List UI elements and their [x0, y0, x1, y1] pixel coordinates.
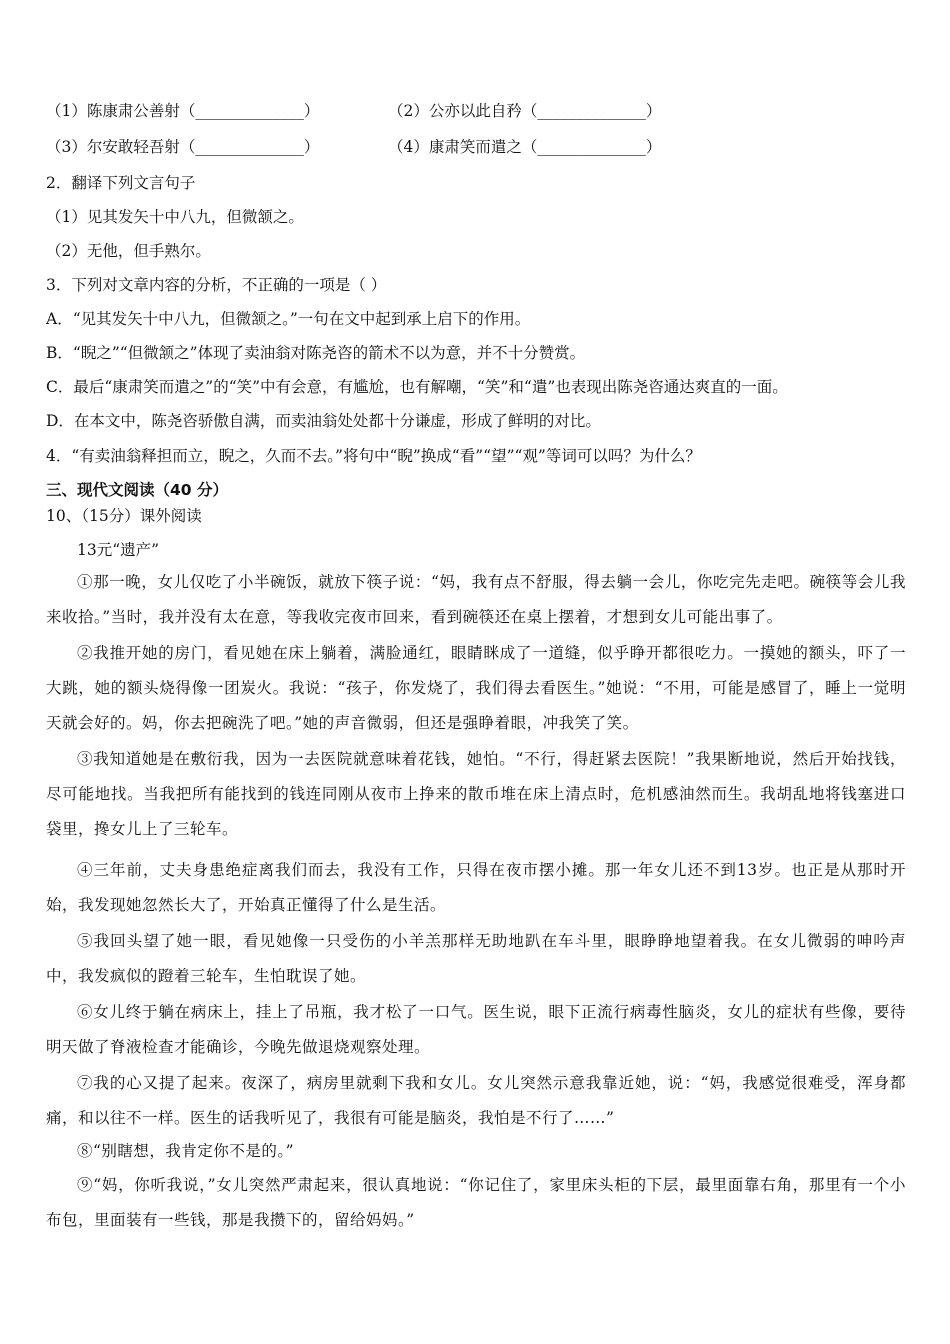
q3-option-a: A．“见其发矢十中八九，但微颔之。”一句在文中起到承上启下的作用。 [46, 310, 531, 328]
section-heading: 三、现代文阅读（40 分） [46, 481, 228, 499]
q2-item-1: （1）见其发矢十中八九，但微颔之。 [46, 208, 304, 226]
q2-stem: 2．翻译下列文言句子 [46, 174, 196, 192]
story-paragraph-6: ⑥女儿终于躺在病床上，挂上了吊瓶，我才松了一口气。医生说，眼下正流行病毒性脑炎，女儿的症状有些像，要待明天做了脊液检查才能确诊，今晚先做退烧观察处理。 [46, 1003, 906, 1056]
q3-option-b: B．“睨之”“但微颔之”体现了卖油翁对陈尧咨的箭术不以为意，并不十分赞赏。 [46, 344, 586, 362]
q1-item-4: （4）康肃笑而遣之（______________） [388, 138, 662, 156]
q1-item-1: （1）陈康肃公善射（______________） [46, 102, 320, 120]
story-paragraph-9: ⑨“妈，你听我说，”女儿突然严肃起来，很认真地说：“你记住了，家里床头柜的下层，最里面靠右角，那里有一个小布包，里面装有一些钱，那是我攒下的，留给妈妈。” [46, 1176, 906, 1229]
story-paragraph-4: ④三年前，丈夫身患绝症离我们而去，我没有工作，只得在夜市摆小摊。那一年女儿还不到13岁。也正是从那时开始，我发现她忽然长大了，开始真正懂得了什么是生活。 [46, 861, 906, 914]
q3-option-c: C．最后“康肃笑而遣之”的“笑”中有会意，有尴尬，也有解嘲，“笑”和“遣”也表现出陈尧咨通达爽直的一面。 [46, 378, 788, 396]
q3-option-d: D．在本文中，陈尧咨骄傲自满，而卖油翁处处都十分谦虚，形成了鲜明的对比。 [46, 412, 601, 430]
q1-item-2: （2）公亦以此自矜（______________） [388, 102, 662, 120]
question-10-label: 10、（15分）课外阅读 [46, 507, 202, 525]
q3-stem: 3．下列对文章内容的分析，不正确的一项是（ ） [46, 276, 387, 294]
q1-item-3: （3）尔安敢轻吾射（______________） [46, 138, 320, 156]
story-paragraph-2: ②我推开她的房门，看见她在床上躺着，满脸通红，眼睛眯成了一道缝，似乎睁开都很吃力。一摸她的额头，吓了一大跳，她的额头烧得像一团炭火。我说：“孩子，你发烧了，我们得去看医生。”她说：“不用，可能是感冒了，睡上一觉明天就会好的。妈，你去把碗洗了吧。”她的声音微弱，但还是强睁着眼，冲我笑了笑。 [46, 644, 906, 732]
story-paragraph-7: ⑦我的心又提了起来。夜深了，病房里就剩下我和女儿。女儿突然示意我靠近她，说：“妈，我感觉很难受，浑身都痛，和以往不一样。医生的话我听见了，我很有可能是脑炎，我怕是不行了……” [46, 1074, 906, 1127]
story-paragraph-8: ⑧“别瞎想，我肯定你不是的。” [77, 1142, 295, 1160]
story-paragraph-1: ①那一晚，女儿仅吃了小半碗饭，就放下筷子说：“妈，我有点不舒服，得去躺一会儿，你吃完先走吧。碗筷等会儿我来收拾。”当时，我并没有太在意，等我收完夜市回来，看到碗筷还在桌上摆着，才想到女儿可能出事了。 [46, 573, 906, 626]
story-paragraph-5: ⑤我回头望了她一眼，看见她像一只受伤的小羊羔那样无助地趴在车斗里，眼睁睁地望着我。在女儿微弱的呻吟声中，我发疯似的蹬着三轮车，生怕耽误了她。 [46, 932, 906, 985]
story-title: 13元“遗产” [77, 541, 160, 559]
q2-item-2: （2）无他，但手熟尔。 [46, 242, 211, 260]
story-paragraph-3: ③我知道她是在敷衍我，因为一去医院就意味着花钱，她怕。“不行，得赶紧去医院！”我果断地说，然后开始找钱，尽可能地找。当我把所有能找到的钱连同刚从夜市上挣来的散币堆在床上清点时，危机感油然而生。我胡乱地将钱塞进口袋里，搀女儿上了三轮车。 [46, 750, 906, 838]
q4-stem: 4．“有卖油翁释担而立，睨之，久而不去。”将句中“睨”换成“看”“望”“观”等词可以吗？为什么？ [46, 447, 701, 465]
